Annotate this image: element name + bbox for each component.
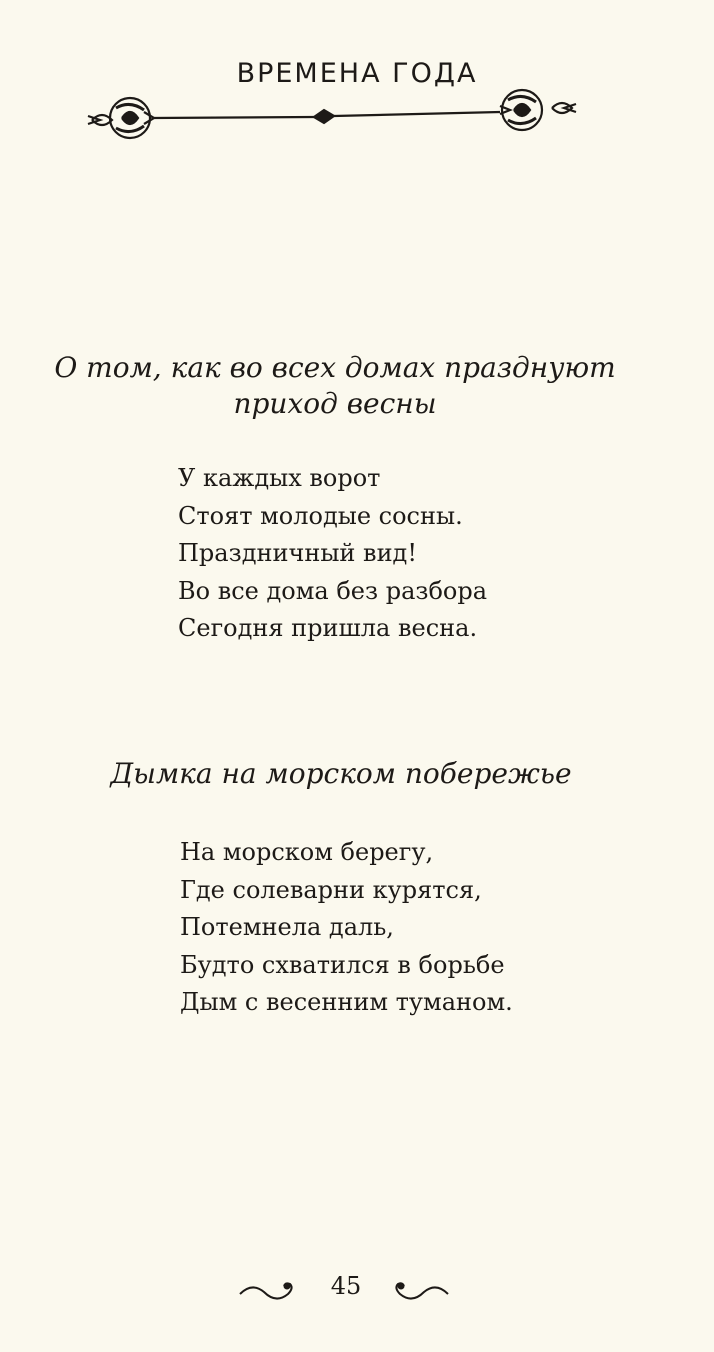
verse-line: Во все дома без разбора (178, 576, 488, 605)
right-swirl-icon (384, 1276, 450, 1308)
verse-line: Стоят молодые сосны. (178, 501, 463, 530)
verse-line: У каждых ворот (178, 464, 381, 492)
verse-line: Где солеварни курятся, (180, 875, 482, 904)
poem-1-title-line-1: О том, как во всех домах празднуют (54, 351, 616, 384)
page-number: 45 (330, 1272, 362, 1300)
verse-line: Потемнела даль, (180, 913, 394, 941)
poem-1-title (0, 350, 692, 422)
poem-1-title-line-2: приход весны (233, 387, 437, 420)
poem-2-stanza (180, 834, 513, 1022)
verse-line: Праздничный вид! (178, 539, 417, 567)
verse-line: Дым с весенним туманом. (180, 988, 513, 1016)
verse-line: На морском берегу, (180, 838, 434, 866)
poem-2-title: Дымка на морском побережье (110, 757, 572, 790)
header-ornament-divider (82, 86, 582, 146)
verse-line: Будто схватился в борьбе (180, 950, 505, 979)
left-swirl-icon (238, 1276, 304, 1308)
poem-1-stanza (178, 460, 487, 648)
running-head-title: ВРЕМЕНА ГОДА (236, 58, 478, 89)
page-footer (0, 1270, 714, 1310)
verse-line: Сегодня пришла весна. (178, 614, 478, 642)
